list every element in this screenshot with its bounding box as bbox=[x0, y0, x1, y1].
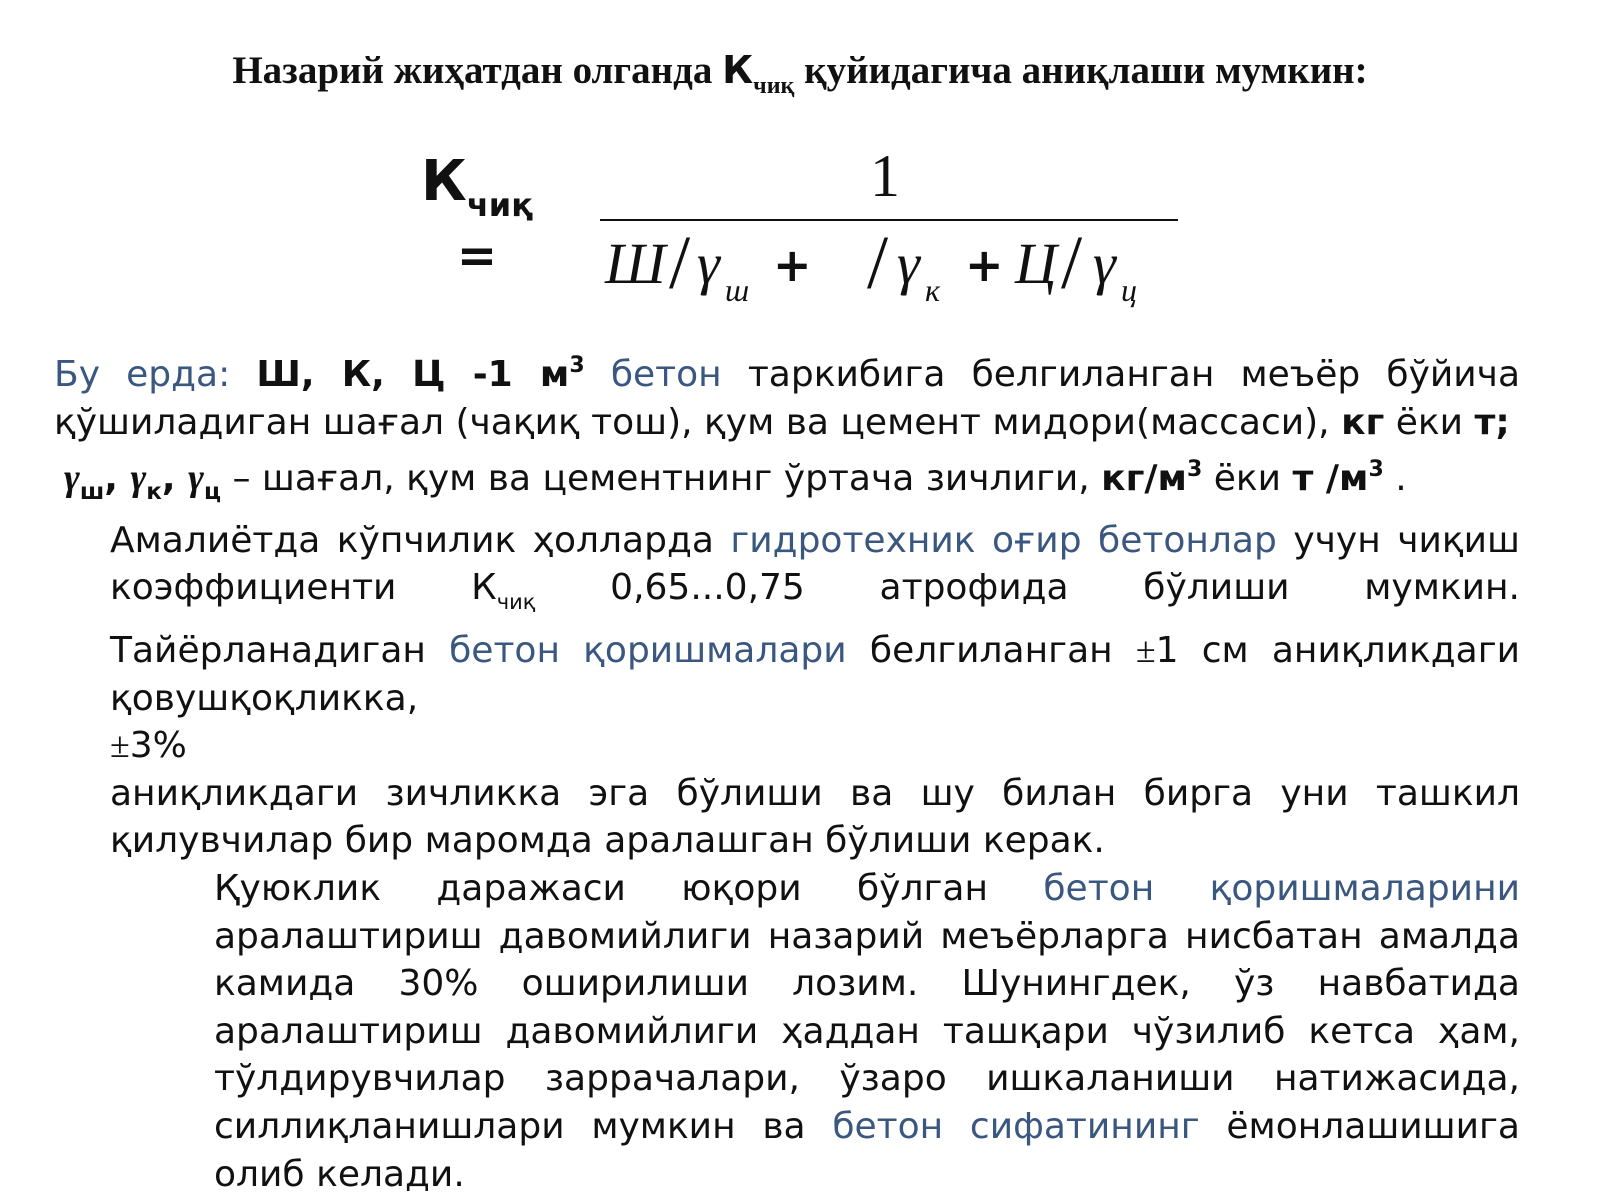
mixing-start: Қуюклик даражаси юқори бўлган bbox=[214, 867, 1044, 909]
definition-text: таркибига белгиланган меъёр бўйича қўшиладиган шағал (чақиқ тош), қум ва цемент мидори(массаси), bbox=[54, 354, 1521, 443]
plus-minus-2: ± bbox=[110, 725, 130, 766]
unit-kg: кг bbox=[1341, 401, 1385, 443]
letters-text: Ш, К, Ц bbox=[256, 354, 473, 395]
gamma-sub-k: к bbox=[146, 479, 162, 506]
practice-end: аниқликдаги зичликка эга бўлиши ва шу билан бирга уни ташкил қилувчилар бир маромда аралашган бўлиши керак. bbox=[110, 772, 1520, 862]
den-gamma-1: γ bbox=[697, 231, 720, 296]
period: . bbox=[1383, 458, 1407, 500]
cubic-superscript: 3 bbox=[569, 353, 585, 378]
comma-2: , bbox=[161, 458, 189, 500]
title-k-symbol: К bbox=[722, 48, 754, 92]
den-sub-sh: ш bbox=[725, 272, 750, 308]
comma-1: , bbox=[104, 458, 131, 500]
slide-title bbox=[0, 48, 1600, 99]
practice-mid-3: белгиланган bbox=[846, 629, 1136, 671]
gamma-symbol-1: γ bbox=[64, 457, 80, 500]
or-text-2: ёки bbox=[1202, 458, 1293, 500]
body-text bbox=[54, 342, 1520, 1198]
mixing-end: ёмонлашишига олиб келади. bbox=[214, 1105, 1520, 1195]
link-concrete-mixes[interactable]: бетон қоришмалари bbox=[449, 629, 847, 671]
unit-t: т; bbox=[1474, 401, 1510, 443]
formula-equals: = bbox=[456, 228, 498, 284]
den-gamma-2: γ bbox=[897, 231, 920, 296]
practice-start: Амалиётда кўпчилик ҳолларда bbox=[110, 519, 731, 561]
unit-kg-m3: кг/м bbox=[1101, 458, 1187, 500]
density-text: – шағал, қум ва цементнинг ўртача зичлиги, bbox=[221, 458, 1102, 500]
den-sub-k: к bbox=[925, 272, 940, 308]
den-sub-ts: ц bbox=[1121, 272, 1137, 308]
link-hydro-concrete[interactable]: гидротехник оғир бетонлар bbox=[730, 519, 1277, 561]
unit-t-m3: т /м bbox=[1292, 458, 1369, 500]
den-ts: Ц bbox=[1015, 231, 1057, 296]
link-concrete[interactable]: бетон bbox=[610, 354, 722, 395]
title-suffix: қуйидагича аниқлаши мумкин: bbox=[804, 49, 1368, 92]
paragraph-definitions bbox=[54, 342, 1520, 446]
paragraph-mixing bbox=[54, 865, 1520, 1198]
plus-minus-1: ± bbox=[1135, 629, 1156, 670]
practice-mid-2: 0,65...0,75 атрофида бўлиши мумкин. Тайёрланадиган bbox=[110, 567, 1520, 671]
formula-numerator: 1 bbox=[870, 143, 900, 209]
den-slash-1: / bbox=[669, 221, 691, 305]
formula-k-symbol: К bbox=[421, 149, 467, 214]
gamma-sub-ts: ц bbox=[203, 479, 221, 506]
link-concrete-quality[interactable]: бетон сифатининг bbox=[832, 1105, 1200, 1147]
gamma-symbol-2: γ bbox=[130, 457, 147, 500]
k-subscript: чиқ bbox=[496, 590, 536, 615]
den-slash-2: / bbox=[867, 221, 889, 305]
den-gamma-3: γ bbox=[1093, 231, 1116, 296]
mixing-mid: аралаштириш давомийлиги назарий меъёрларга нисбатан амалда камида 30% оширилиши лозим. Шунингдек, ўз навбатида аралаштириш давомийлиги ҳаддан ташқари чўзилиб кетса ҳам, тўлдирувчилар заррачалари, ўзаро ишкаланиши натижасида, силлиқланишлари мумкин ва bbox=[214, 915, 1520, 1147]
den-slash-3: / bbox=[1061, 221, 1083, 305]
den-plus-2: + bbox=[965, 238, 1004, 292]
den-plus-1: + bbox=[773, 238, 812, 292]
den-sh: Ш bbox=[605, 231, 666, 296]
practice-val-2: 3% bbox=[129, 725, 187, 767]
practice-mid-1: учун чиқиш коэффициенти К bbox=[110, 519, 1520, 609]
formula-k-subscript: чиқ bbox=[466, 186, 533, 224]
lead-text: Бу ерда: bbox=[54, 354, 257, 395]
gamma-symbol-3: γ bbox=[188, 457, 204, 500]
title-prefix: Назарий жиҳатдан олганда bbox=[232, 49, 723, 92]
practice-val-1: 1 см аниқликдаги қовушқоқликка, bbox=[110, 629, 1521, 719]
gamma-sub-sh: ш bbox=[79, 479, 105, 506]
or-text: ёки bbox=[1384, 401, 1475, 443]
paragraph-densities bbox=[54, 446, 1520, 517]
title-k-subscript: чиқ bbox=[753, 73, 795, 99]
amount-text: -1 м bbox=[472, 354, 570, 395]
sup3-b: 3 bbox=[1368, 457, 1384, 483]
paragraph-practice bbox=[54, 517, 1520, 865]
sup3-a: 3 bbox=[1186, 457, 1203, 483]
link-concrete-mixes-2[interactable]: бетон қоришмаларини bbox=[1043, 867, 1520, 909]
formula-lhs bbox=[412, 150, 542, 286]
